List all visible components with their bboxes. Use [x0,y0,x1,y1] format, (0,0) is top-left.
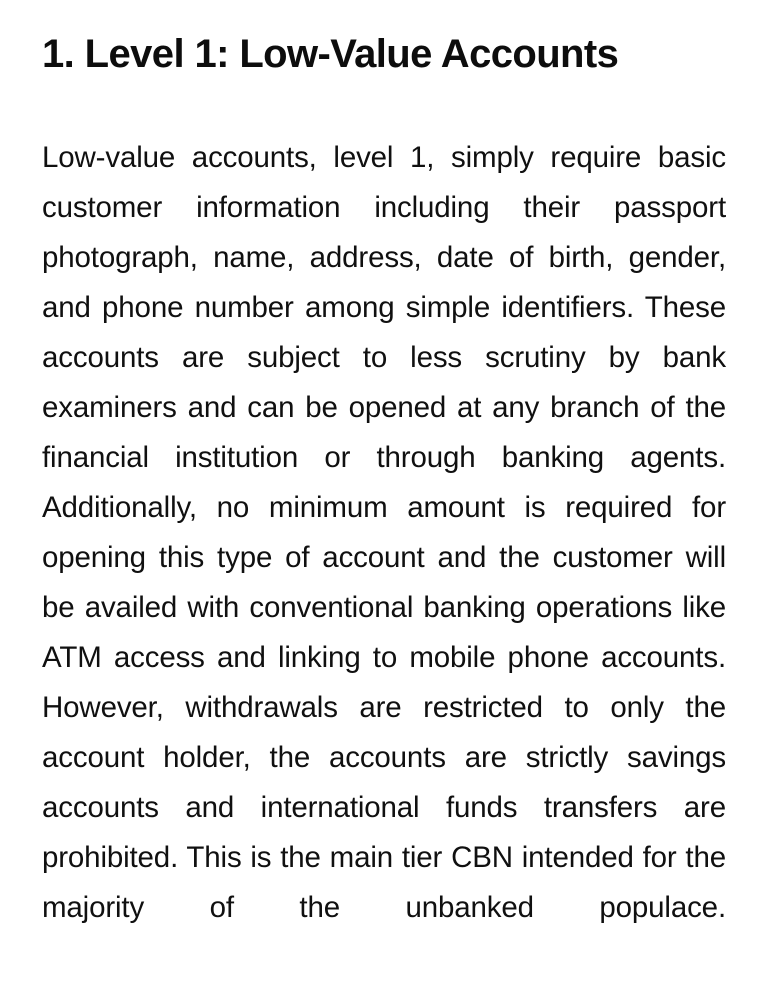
page-title: 1. Level 1: Low-Value Accounts [42,32,619,76]
body-paragraph: Low-value accounts, level 1, simply require basic customer information including their passport photograph, name, address, date of birth, gender, and phone number among simple identifiers. These accounts are subject to less scrutiny by bank examiners and can be opened at any branch of the financial institution or through banking agents. Additionally, no minimum amount is required for opening this type of account and the customer will be availed with conventional banking operations like ATM access and linking to mobile phone accounts. However, withdrawals are restricted to only the account holder, the accounts are strictly savings accounts and international funds transfers are prohibited. This is the main tier CBN intended for the majority of the unbanked populace. [42,141,726,924]
